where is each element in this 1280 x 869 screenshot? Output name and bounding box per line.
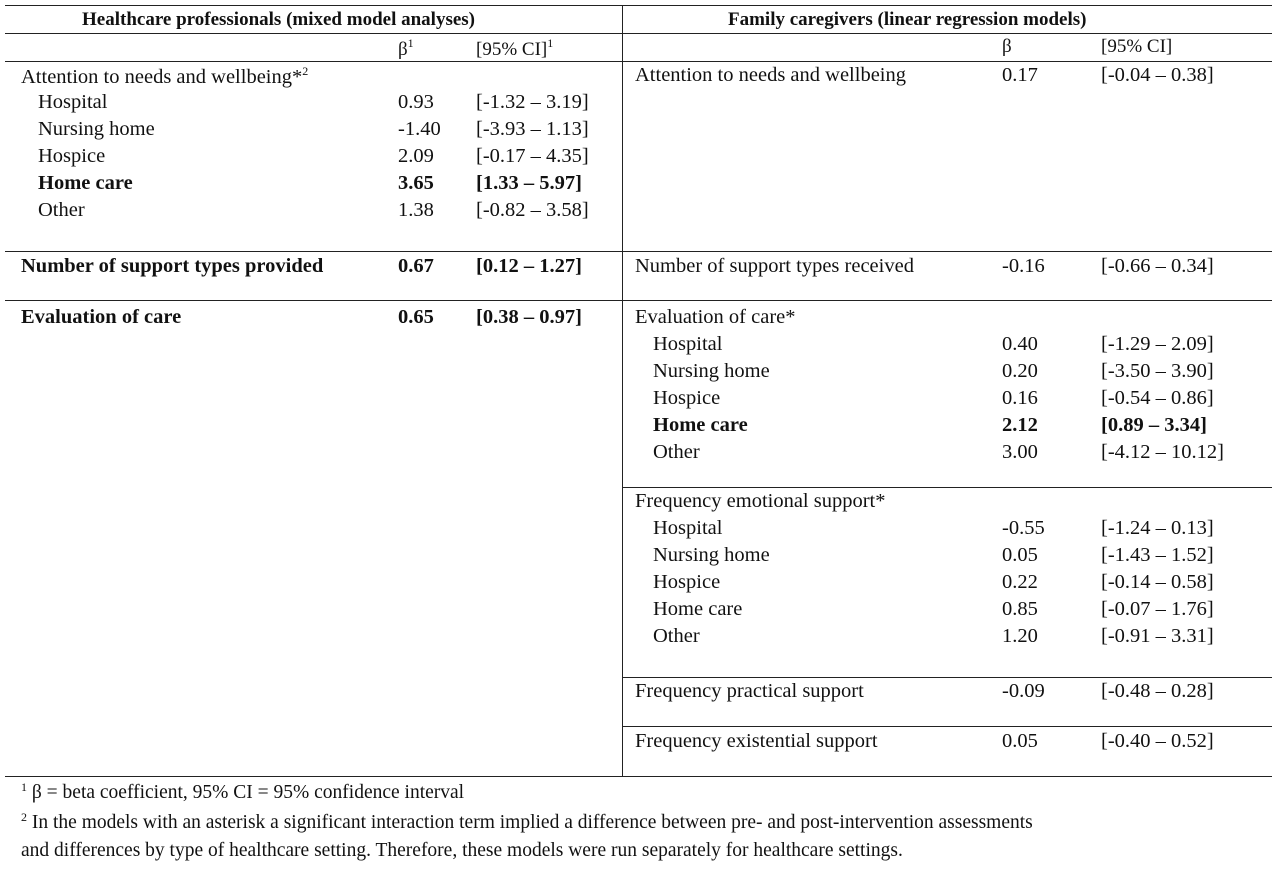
right-emotional-row-beta: 1.20: [1002, 625, 1038, 647]
right-beta-header: β: [1002, 36, 1012, 57]
left-attention-label: Attention to needs and wellbeing*$^2$: [21, 64, 309, 88]
left-attention-row-ci: [-1.32 – 3.19]: [476, 91, 589, 113]
left-support-types-ci: [0.12 – 1.27]: [476, 255, 582, 277]
table-top-rule: [5, 5, 1272, 6]
left-ci-header: [95% CI]$^1$: [476, 36, 554, 60]
left-support-types-beta: 0.67: [398, 255, 434, 277]
right-support-types-label: Number of support types received: [635, 255, 914, 277]
right-attention-label: Attention to needs and wellbeing: [635, 64, 906, 86]
footnote-2-line-2: and differences by type of healthcare setting. Therefore, these models were run separately for healthcare settings.: [21, 840, 903, 861]
column-divider: [622, 5, 623, 777]
right-emotional-row-ci: [-0.14 – 0.58]: [1101, 571, 1214, 593]
right-evaluation-row-label: Nursing home: [653, 360, 770, 382]
right-emotional-row-label: Other: [653, 625, 700, 647]
right-evaluation-row-ci: [-3.50 – 3.90]: [1101, 360, 1214, 382]
right-emotional-row-ci: [-0.07 – 1.76]: [1101, 598, 1214, 620]
left-attention-row-beta: -1.40: [398, 118, 441, 140]
right-evaluation-row-beta: 0.20: [1002, 360, 1038, 382]
right-emotional-row-beta: -0.55: [1002, 517, 1045, 539]
right-evaluation-row-beta: 3.00: [1002, 441, 1038, 463]
footnote-1: $^1$ β = beta coefficient, 95% CI = 95% confidence interval: [21, 780, 465, 803]
left-attention-row-beta: 3.65: [398, 172, 434, 194]
left-evaluation-label: Evaluation of care: [21, 306, 182, 328]
left-attention-row-ci: [1.33 – 5.97]: [476, 172, 582, 194]
right-evaluation-row-beta: 0.16: [1002, 387, 1038, 409]
right-evaluation-row-label: Hospice: [653, 387, 721, 409]
right-evaluation-row-label: Other: [653, 441, 700, 463]
left-support-types-label: Number of support types provided: [21, 255, 324, 277]
right-evaluation-row-ci: [0.89 – 3.34]: [1101, 414, 1207, 436]
left-attention-row-beta: 2.09: [398, 145, 434, 167]
right-rule-3: [623, 487, 1272, 488]
right-evaluation-row-beta: 2.12: [1002, 414, 1038, 436]
right-existential-label: Frequency existential support: [635, 730, 878, 752]
left-attention-row-label: Hospital: [38, 91, 108, 113]
right-rule-1: [623, 251, 1272, 252]
right-emotional-row-label: Hospital: [653, 517, 723, 539]
right-rule-5: [623, 726, 1272, 727]
table-bottom-rule: [5, 776, 1272, 777]
left-attention-row-ci: [-0.82 – 3.58]: [476, 199, 589, 221]
right-practical-label: Frequency practical support: [635, 680, 864, 702]
right-evaluation-row-ci: [-1.29 – 2.09]: [1101, 333, 1214, 355]
left-attention-row-ci: [-0.17 – 4.35]: [476, 145, 589, 167]
right-support-types-beta: -0.16: [1002, 255, 1045, 277]
right-evaluation-row-label: Hospital: [653, 333, 723, 355]
left-attention-row-label: Hospice: [38, 145, 106, 167]
left-attention-row-beta: 1.38: [398, 199, 434, 221]
right-header-title: Family caregivers (linear regression models): [728, 9, 1087, 30]
right-emotional-row-beta: 0.85: [1002, 598, 1038, 620]
right-emotional-row-beta: 0.22: [1002, 571, 1038, 593]
right-evaluation-label: Evaluation of care*: [635, 306, 796, 328]
left-evaluation-beta: 0.65: [398, 306, 434, 328]
right-attention-ci: [-0.04 – 0.38]: [1101, 64, 1214, 86]
right-support-types-ci: [-0.66 – 0.34]: [1101, 255, 1214, 277]
right-rule-2: [623, 300, 1272, 301]
right-existential-beta: 0.05: [1002, 730, 1038, 752]
right-rule-4: [623, 677, 1272, 678]
subheader-rule: [5, 61, 1272, 62]
right-existential-ci: [-0.40 – 0.52]: [1101, 730, 1214, 752]
right-emotional-row-label: Nursing home: [653, 544, 770, 566]
left-beta-header: $\beta^1$: [398, 36, 414, 60]
header-rule: [5, 33, 1272, 34]
right-practical-beta: -0.09: [1002, 680, 1045, 702]
right-emotional-row-label: Home care: [653, 598, 743, 620]
right-emotional-label: Frequency emotional support*: [635, 490, 886, 512]
footnote-2-line-1: $^2$ In the models with an asterisk a significant interaction term implied a difference between pre- and post-intervention assessments: [21, 810, 1033, 833]
left-rule-2: [5, 300, 623, 301]
left-header-title: Healthcare professionals (mixed model analyses): [82, 9, 475, 30]
left-attention-row-ci: [-3.93 – 1.13]: [476, 118, 589, 140]
right-evaluation-row-ci: [-4.12 – 10.12]: [1101, 441, 1224, 463]
left-attention-row-beta: 0.93: [398, 91, 434, 113]
right-emotional-row-label: Hospice: [653, 571, 721, 593]
left-rule-1: [5, 251, 623, 252]
right-attention-beta: 0.17: [1002, 64, 1038, 86]
left-attention-row-label: Nursing home: [38, 118, 155, 140]
right-practical-ci: [-0.48 – 0.28]: [1101, 680, 1214, 702]
right-emotional-row-ci: [-1.24 – 0.13]: [1101, 517, 1214, 539]
right-ci-header: [95% CI]: [1101, 36, 1173, 57]
right-emotional-row-ci: [-0.91 – 3.31]: [1101, 625, 1214, 647]
left-attention-row-label: Home care: [38, 172, 133, 194]
right-evaluation-row-ci: [-0.54 – 0.86]: [1101, 387, 1214, 409]
right-evaluation-row-beta: 0.40: [1002, 333, 1038, 355]
right-emotional-row-beta: 0.05: [1002, 544, 1038, 566]
left-evaluation-ci: [0.38 – 0.97]: [476, 306, 582, 328]
left-attention-row-label: Other: [38, 199, 85, 221]
right-emotional-row-ci: [-1.43 – 1.52]: [1101, 544, 1214, 566]
right-evaluation-row-label: Home care: [653, 414, 748, 436]
